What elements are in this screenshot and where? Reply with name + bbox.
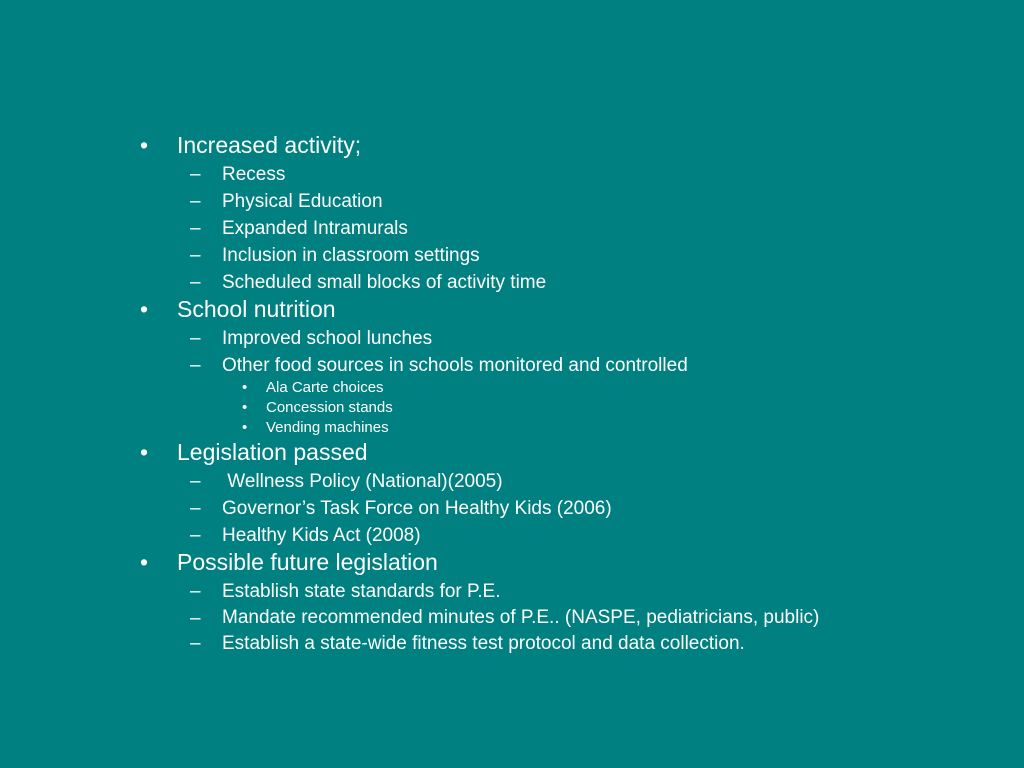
dash-marker: –	[190, 272, 201, 293]
sub-item-label: Wellness Policy (National)(2005)	[222, 471, 503, 492]
sub-item-inclusion	[140, 244, 900, 267]
dash-marker: –	[190, 245, 201, 266]
bullet-marker: •	[140, 439, 149, 465]
dash-marker: –	[190, 191, 201, 212]
dash-marker: –	[190, 498, 201, 519]
sub-item-label: Mandate recommended minutes of P.E.. (NASPE, pediatricians, public)	[222, 607, 820, 628]
bullet-list	[140, 130, 900, 655]
sub-item-expanded-intramurals	[140, 217, 900, 240]
bullet-label: Possible future legislation	[177, 549, 438, 575]
sub-item-state-standards	[140, 580, 900, 603]
sub-item-wellness-policy	[140, 470, 900, 493]
sub-item-scheduled-blocks	[140, 271, 900, 294]
bullet-label: Increased activity;	[177, 132, 362, 158]
sub-item-label: Recess	[222, 164, 286, 185]
bullet-school-nutrition	[140, 295, 900, 323]
dash-marker: –	[190, 164, 201, 185]
sub-item-healthy-kids-act	[140, 524, 900, 547]
bullet-marker: •	[140, 132, 149, 158]
bullet-marker: •	[140, 296, 149, 322]
dash-marker: –	[190, 608, 201, 629]
sub-item-recess	[140, 163, 900, 186]
sub-item-label: Scheduled small blocks of activity time	[222, 272, 547, 293]
sub-item-label: Improved school lunches	[222, 328, 433, 349]
sub-sub-item-label: Ala Carte choices	[266, 379, 384, 396]
bullet-marker: •	[242, 379, 248, 396]
dash-marker: –	[190, 355, 201, 376]
sub-sub-item-concession-stands	[140, 399, 900, 417]
sub-sub-item-label: Vending machines	[266, 419, 389, 436]
sub-item-label: Establish state standards for P.E.	[222, 581, 501, 602]
sub-item-physical-education	[140, 190, 900, 213]
bullet-label: Legislation passed	[177, 439, 368, 465]
sub-item-other-food-sources	[140, 354, 900, 377]
sub-item-fitness-test-protocol	[140, 632, 900, 655]
sub-item-label: Other food sources in schools monitored and controlled	[222, 355, 688, 376]
bullet-marker: •	[140, 549, 149, 575]
sub-item-label: Inclusion in classroom settings	[222, 245, 480, 266]
dash-marker: –	[190, 328, 201, 349]
bullet-possible-future-legislation	[140, 548, 900, 576]
sub-item-label: Healthy Kids Act (2008)	[222, 525, 421, 546]
sub-item-label: Expanded Intramurals	[222, 218, 408, 239]
sub-item-label: Physical Education	[222, 191, 383, 212]
bullet-increased-activity	[140, 131, 900, 159]
sub-item-governors-task-force	[140, 497, 900, 520]
dash-marker: –	[190, 525, 201, 546]
bullet-label: School nutrition	[177, 296, 336, 322]
dash-marker: –	[190, 581, 201, 602]
sub-item-improved-lunches	[140, 327, 900, 350]
bullet-marker: •	[242, 399, 248, 416]
sub-sub-item-vending-machines	[140, 419, 900, 437]
sub-sub-item-label: Concession stands	[266, 399, 393, 416]
dash-marker: –	[190, 633, 201, 654]
sub-sub-item-ala-carte	[140, 379, 900, 397]
sub-item-label: Establish a state-wide fitness test protocol and data collection.	[222, 633, 745, 654]
bullet-marker: •	[242, 419, 248, 436]
sub-item-mandate-minutes	[140, 607, 900, 628]
bullet-legislation-passed	[140, 438, 900, 466]
dash-marker: –	[190, 218, 201, 239]
dash-marker: –	[190, 471, 201, 492]
sub-item-label: Governor’s Task Force on Healthy Kids (2006)	[222, 498, 612, 519]
